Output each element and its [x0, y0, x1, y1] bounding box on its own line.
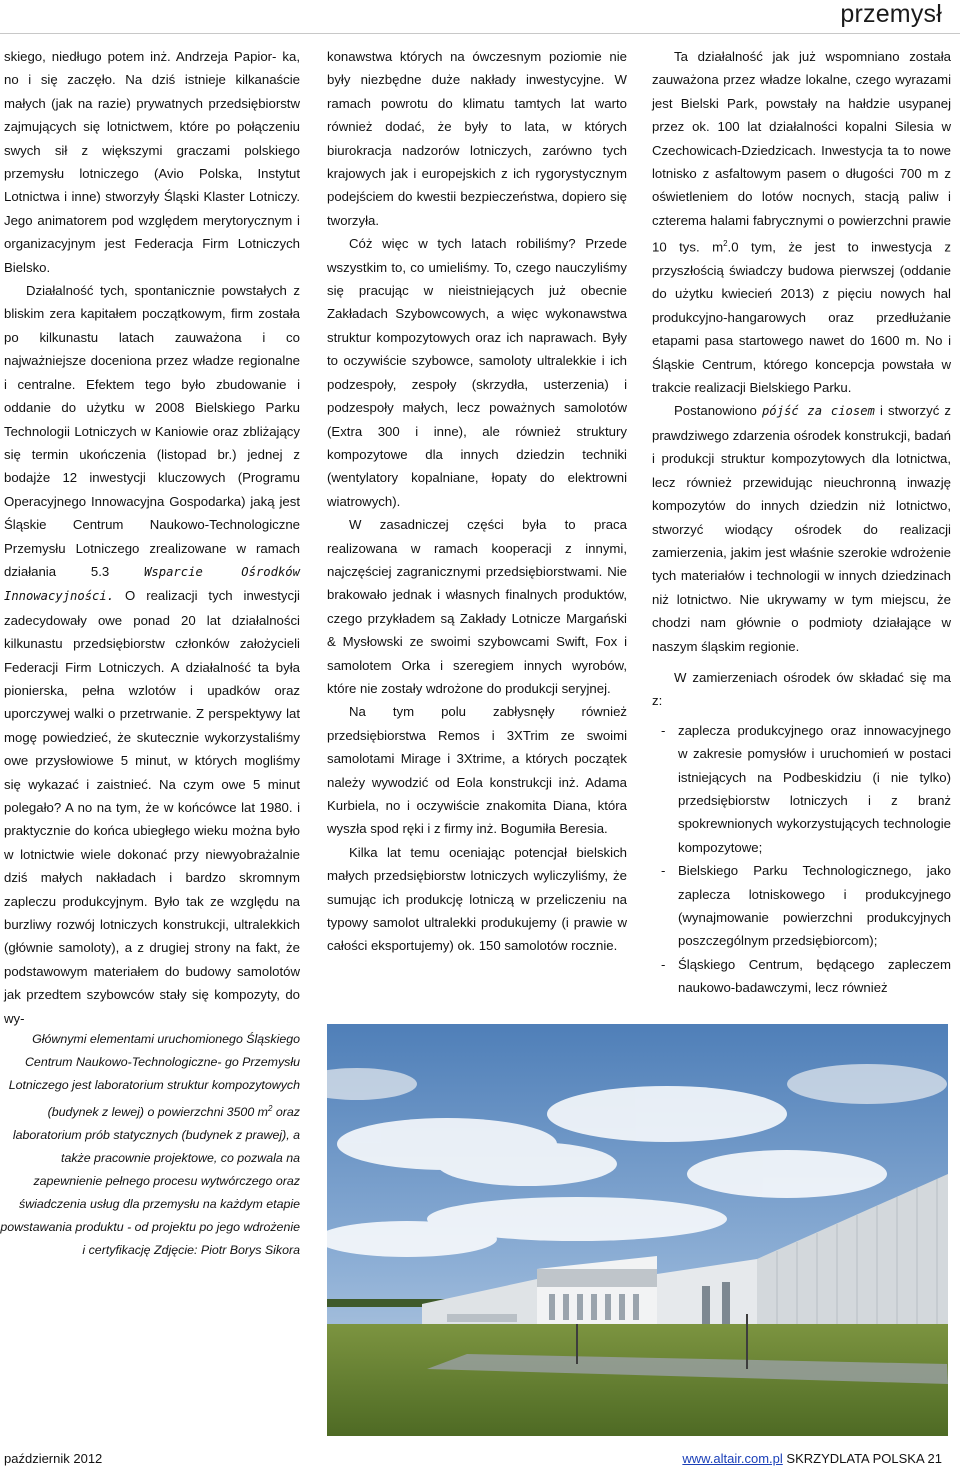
footer-publication [682, 1451, 942, 1466]
col3-p2-text-a: Postanowiono [674, 403, 757, 419]
list-item [652, 953, 951, 1000]
col2-paragraph-1: konawstwa których na ówczesnym poziomie nie były niezbędne duże nakłady inwestycyjne. W ramach powrotu do klimatu tamtych lat warto również dodać, że były to lata, w których biurokracja nadzorów lotniczych, zarówno tych krajowych jak i europejskich z ich rygorystycznym podejściem do kwestii bezpieczeństwa, dopiero się tworzyła. [327, 49, 627, 228]
list-dash: - [661, 722, 666, 738]
col2-paragraph-4: Na tym polu zabłysnęły również przedsiębiorstwa Remos i 3XTrim ze swoimi samolotami Mirage i 3Xtrime, a których początek należy wywodzić od Eola konstrukcji inż. Adama Kurbiela, no i oczywiście znakomita Diana, która wyszła spod ręki i z firmy inż. Bogumiła Beresia. [327, 704, 627, 837]
list-dash: - [661, 863, 666, 879]
col1-p2-italic: Wsparcie Ośrodków Innowacyjności. [4, 564, 300, 604]
col1-paragraph-1: skiego, niedługo potem inż. Andrzeja Papior- ka, no i się zaczęło. Na dziś istnieje kilkanaście małych (jak na razie) prywatnych przedsiębiorstw zajmujących się lotnictwem, które po połączeniu swych sił z większymi graczami polskiego przemysłu lotniczego (Avio Polska, Instytut Lotnictwa i inne) stworzyły Śląski Klaster Lotniczy. Jego animatorem pod względem merytorycznym i organizacyjnym jest Federacja Firm Lotniczych Bielsko. [4, 49, 300, 275]
column-1 [4, 45, 300, 1030]
list-item-text: zaplecza produkcyjnego oraz innowacyjnego w zakresie pomysłów i uruchomień w postaci istniejących na Podbeskidziu (i nie tylko) przedsiębiorstw lotniczych i z branż spokrewnionych wykorzystujących technologie kompozytowe; [678, 722, 951, 855]
col3-p1-text-b: .0 tym, że jest to inwestycja z przyszłością świadczy budowa pierwszej (oddanie do użytku kwiecień 2013) z pięciu nowych hal produkcyjno-hangarowych oraz przedłużanie etapami pasa startowego nawet do 1600 m. No i Śląskie Centrum, którego koncepcja powstała w trakcie realizacji Bielskiego Parku. [652, 239, 952, 396]
building-photo [327, 1024, 948, 1436]
col1-p2-text-b: O realizacji tych inwestycji zadecydowały owe ponad 20 lat działalności kilkunastu przedsiębiorstw członków założycieli Federacji Firm Lotniczych. A działalność ta była pionierska, pełna wzlotów i upadków oraz uporczywej walki o przetrwanie. Z perspektywy lat mogę powiedzieć, że skutecznie wykorzystaliśmy owe przysłowiowe 5 minut, w których mogliśmy się wykazać i zaistnieć. Na czym owe 5 minut polegało? A no na tym, że w końcówce lat 1980. i praktycznie do końca ubiegłego wieku można było w lotnictwie wiele dokonać przy niewyobrażalnie dziś małych nakładach i bardzo skromnym zapleczu produkcyjnym. Było tak ze względu na burzliwy rozwój lotniczych konstrukcji, ultralekkich (głównie samoloty), a z drugiej strony na fakt, że podstawowym materiałem do budowy samolotów jak przedtem szybowców stały się kompozyty, do wy- [4, 588, 300, 1026]
list-dash: - [661, 956, 666, 972]
website-link[interactable]: www.altair.com.pl [682, 1451, 783, 1466]
col3-p1-sup: 2 [723, 239, 728, 249]
section-title: przemysł [840, 0, 942, 28]
col3-paragraph-2 [652, 399, 951, 657]
col3-p1-text-a: Ta działalność jak już wspomniano została zauważona przez władze lokalne, czego wyrazami jest Bielski Park, powstały na hałdzie usypanej przez ok. 100 lat działalności kopalni Silesia w Czechowicach-Dziedzicach. Inwestycja ta to nowe lotnisko z asfaltowym pasem o długości 700 m z oświetleniem do lotów nocnych, stacją paliw i czterema halami fabrycznymi o powierzchni prawie 10 tys. m [652, 49, 951, 255]
col3-list [652, 719, 951, 1000]
caption-text-b: oraz laboratorium prób statycznych (budynek z prawej), a także pracownie projektowe, co pozwala na zapewnienie pełnego procesu wytwórczego oraz świadczenia usług dla przemysłu na każdym etapie powstawania produktu - od projektu po jego wdrożenie i certyfikację Zdjęcie: Piotr Borys Sikora [0, 1105, 300, 1258]
photo-caption [0, 1028, 300, 1262]
col1-p2-text-a: Działalność tych, spontanicznie powstałych z bliskim zera kapitałem początkowym, firm została po kilkunastu latach zauważona i co najważniejsze doceniona przez władze regionalne i centralne. Efektem tego było zbudowanie i oddanie do użytku w 2008 Bielskiego Parku Technologii Lotniczych w Kaniowie oraz zbliżający się termin ukończenia (listopad br.) jednej z bodajże 12 inwestycji kluczowych (Programu Operacyjnego Innowacyjna Gospodarka) jaką jest Śląskie Centrum Naukowo-Technologiczne Przemysłu Lotniczego zrealizowane w ramach działania 5.3 [4, 283, 300, 579]
building-photo-svg [327, 1024, 948, 1436]
list-item-text: Śląskiego Centrum, będącego zapleczem naukowo-badawczymi, lecz również [678, 956, 951, 996]
col2-paragraph-5: Kilka lat temu oceniając potencjał bielskich małych przedsiębiorstw lotniczych wyliczyliśmy, że sumując ich produkcję lotniczą w przeliczeniu na typowy samolot ultralekki produkujemy (i prawie w całości eksportujemy) ok. 150 samolotów rocznie. [327, 844, 627, 954]
col3-paragraph-3: W zamierzeniach ośrodek ów składać się ma z: [652, 669, 951, 709]
magazine-page: SKRZYDLATA POLSKA 21 [786, 1451, 942, 1466]
col3-p2-italic: pójść za ciosem [761, 404, 875, 419]
caption-text-a: Głównymi elementami uruchomionego Śląskiego Centrum Naukowo-Technologiczne- go Przemysłu Lotniczego jest laboratorium struktur kompozytowych (budynek z lewej) o powierzchni 3500 m [8, 1032, 300, 1120]
col2-paragraph-2: Cóż więc w tych latach robiliśmy? Przede wszystkim to, co umieliśmy. To, czego nauczyliśmy się pracując w nieistniejących już obecnie Zakładach Szybowcowych, a więc wykonawstwa struktur kompozytowych oraz ich naprawach. Były to oczywiście szybowce, samoloty ultralekkie i ich podzespoły, zespoły (skrzydła, usterzenia) i podzespoły małych, lecz poważnych samolotów (Extra 300 i inne), ale również struktury kompozytowe dla innych dziedzin techniki (wentylatory kopalniane, łopaty do elektrowni wiatrowych). [327, 236, 627, 509]
issue-date: październik 2012 [4, 1451, 103, 1466]
column-3 [652, 45, 951, 1000]
col3-paragraph-1 [652, 45, 951, 399]
header-divider [0, 33, 960, 34]
col1-paragraph-2 [4, 279, 300, 1030]
list-item [652, 859, 951, 953]
caption-sup: 2 [267, 1104, 273, 1113]
column-2 [327, 45, 627, 958]
list-item [652, 719, 951, 859]
col3-p2-text-b: i stworzyć z prawdziwego zdarzenia ośrodek konstrukcji, badań i produkcji struktur kompozytowych dla lotnictwa, lecz również przewidując nieuchronną inwazję kompozytów do innych dziedzin niż lotnictwo, stworzyć wiodący ośrodek do realizacji zamierzenia, jakim jest właśnie szerokie wdrożenie tych materiałów i technologii w innych dziedzinach niż lotnictwo. Nie ukrywamy w tym miejscu, że chodzi nam głównie o podmioty działające w naszym śląskim regionie. [652, 403, 952, 654]
list-item-text: Bielskiego Parku Technologicznego, jako zaplecza lotniskowego i produkcyjnego (wynajmowanie powierzchni produkcyjnych poszczególnym przedsiębiorcom); [678, 863, 951, 949]
col2-paragraph-3: W zasadniczej części była to praca realizowana w ramach kooperacji z innymi, najczęściej zagranicznymi przedsiębiorstwami. Nie brakowało jednak i własnych finalnych produktów, czego przykładem są Zakłady Lotnicze Margański & Mysłowski ze swoimi szybowcami Swift, Fox i samolotem Orka i szeregiem innych wyrobów, które nie zostały wdrożone do produkcji seryjnej. [327, 517, 627, 696]
